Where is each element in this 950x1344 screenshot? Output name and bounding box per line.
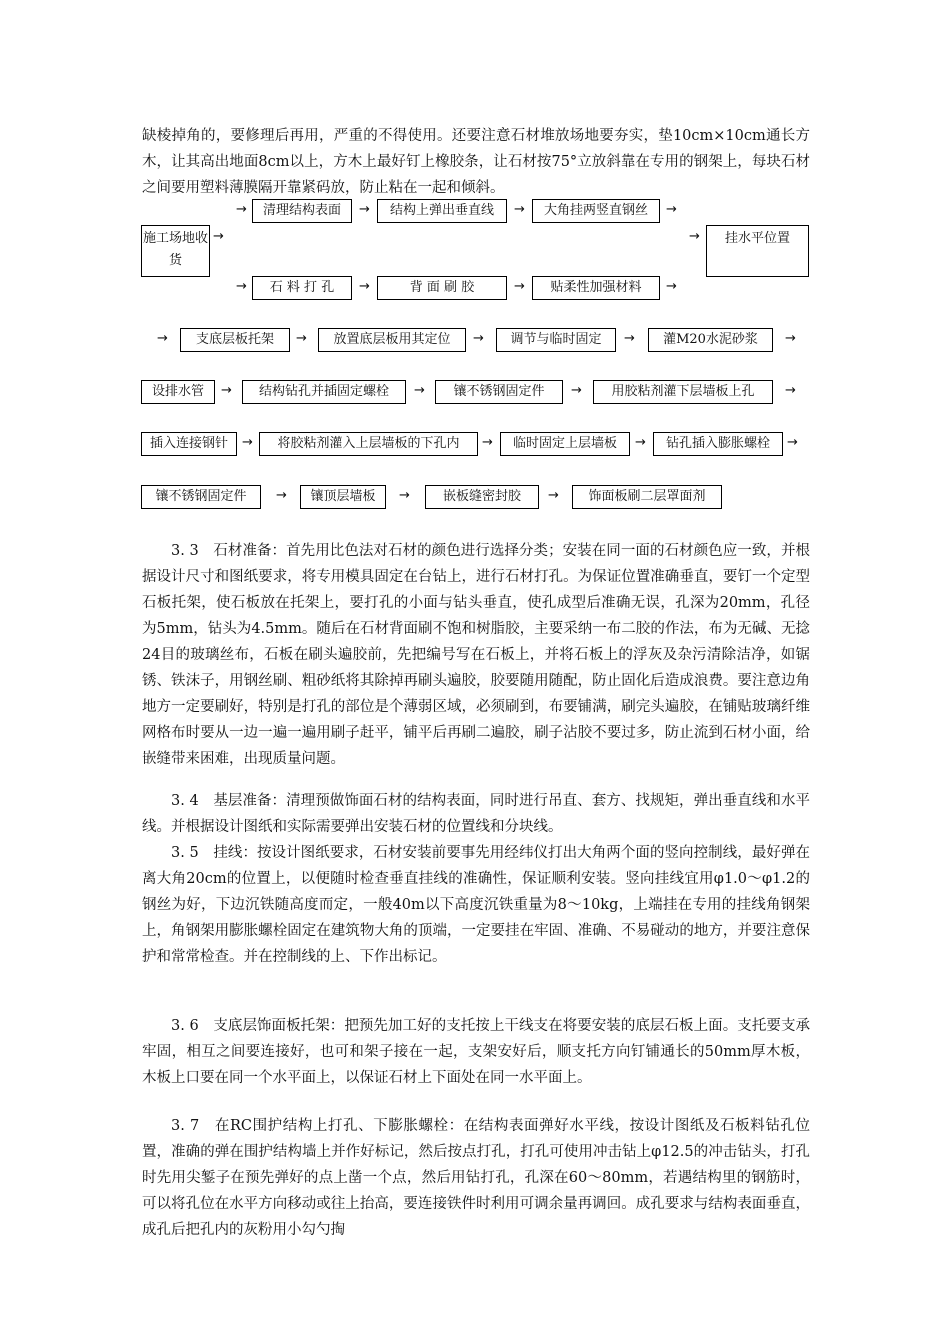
flow-arrow: → <box>236 202 247 217</box>
section-3-3: 3. 3 石材准备：首先用比色法对石材的颜色进行选择分类；安装在同一面的石材颜色应一致，并根据设计尺寸和图纸要求，将专用模具固定在台钻上，进行石材打孔。为保证位置准确垂直，要钉一个定型石板托架，使石板放在托架上，要打孔的小面与钻头垂直，使孔成型后准确无误，孔深为20mm，孔径为5mm，钻头为4.5mm。随后在石材背面刷不饱和树脂胶，主要采纳一布二胶的作法，布为无碱、无捻24目的玻璃丝布，石板在刷头遍胶前，先把编号写在石板上，并将石板上的浮灰及杂污清除洁净，如锯锈、铁沫子，用钢丝刷、粗砂纸将其除掉再刷头遍胶，胶要随用随配，防止固化后造成浪费。要注意边角地方一定要刷好，特别是打孔的部位是个薄弱区域，必须刷到，布要铺满，刷完头遍胶，在铺贴玻璃纤维网格布时要从一边一遍一遍用刷子赶平，铺平后再刷二遍胶，刷子沾胶不要过多，防止流到石材小面，给嵌缝带来困难，出现质量问题。 <box>142 543 810 767</box>
intro-paragraph: 缺棱掉角的，要修理后再用，严重的不得使用。还要注意石材堆放场地要夯实，垫10cm×10cm通长方木，让其高出地面8cm以上，方木上最好钉上橡胶条，让石材按75°立放斜靠在专用的钢架上，每块石材之间要用塑料薄膜隔开靠紧码放，防止粘在一起和倾斜。 <box>142 128 810 196</box>
flow-arrow: → <box>359 279 370 294</box>
flow-box-row5-4: 饰面板刷二层罩面剂 <box>572 485 722 509</box>
flow-box-upper-3: 大角挂两竖直钢丝 <box>532 199 660 223</box>
flow-box-row3-1: 设排水管 <box>141 380 215 404</box>
flow-end-box: 挂水平位置 <box>706 225 809 277</box>
flow-arrow: → <box>276 488 287 503</box>
flow-box-row2-2: 放置底层板用其定位 <box>318 328 466 352</box>
flow-arrow: → <box>296 331 307 346</box>
flow-box-row2-3: 调节与临时固定 <box>496 328 616 352</box>
flow-arrow: → <box>666 279 677 294</box>
flow-arrow: → <box>635 435 646 450</box>
flow-arrow: → <box>787 435 798 450</box>
flow-arrow: → <box>624 331 635 346</box>
flow-box-row4-1: 插入连接钢针 <box>141 432 237 456</box>
flow-box-row5-3: 嵌板缝密封胶 <box>425 485 539 509</box>
flow-box-row3-2: 结构钻孔并插固定螺栓 <box>242 380 406 404</box>
flow-arrow: → <box>548 488 559 503</box>
flow-box-row5-1: 镶不锈钢固定件 <box>141 485 261 509</box>
section-3-7: 3. 7 在RC围护结构上打孔、下膨胀螺栓：在结构表面弹好水平线，按设计图纸及石板料钻孔位置，准确的弹在围护结构墙上并作好标记，然后按点打孔，打孔可使用冲击钻上φ12.5的冲击钻头，打孔时先用尖錾子在预先弹好的点上凿一个点，然后用钻打孔，孔深在60～80mm，若遇结构里的钢筋时，可以将孔位在水平方向移动或往上抬高，要连接铁件时利用可调余量再调回。成孔要求与结构表面垂直，成孔后把孔内的灰粉用小勾勺掏 <box>142 1118 810 1238</box>
section-3-4: 3. 4 基层准备：清理预做饰面石材的结构表面，同时进行吊直、套方、找规矩，弹出垂直线和水平线。并根据设计图纸和实际需要弹出安装石材的位置线和分块线。 <box>142 793 810 835</box>
flow-arrow: → <box>236 279 247 294</box>
flow-arrow: → <box>157 331 168 346</box>
flow-box-row3-4: 用胶粘剂灌下层墙板上孔 <box>593 380 773 404</box>
flow-box-upper-1: 清理结构表面 <box>252 199 352 223</box>
flow-arrow: → <box>213 229 224 244</box>
flow-arrow: → <box>785 383 796 398</box>
flow-box-row2-4: 灌M20水泥砂浆 <box>648 328 773 352</box>
section-3-6: 3. 6 支底层饰面板托架：把预先加工好的支托按上干线支在将要安装的底层石板上面。支托要支承牢固，相互之间要连接好，也可和架子接在一起，支架安好后，顺支托方向钉铺通长的50mm厚木板，木板上口要在同一个水平面上，以保证石材上下面处在同一水平面上。 <box>142 1018 810 1086</box>
flow-arrow: → <box>399 488 410 503</box>
flow-box-lower-2: 背 面 刷 胶 <box>377 276 507 300</box>
flow-arrow: → <box>514 202 525 217</box>
flow-box-lower-1: 石 料 打 孔 <box>252 276 352 300</box>
flow-arrow: → <box>359 202 370 217</box>
flow-arrow: → <box>514 279 525 294</box>
flow-arrow: → <box>473 331 484 346</box>
flow-arrow: → <box>482 435 493 450</box>
flow-box-row4-3: 临时固定上层墙板 <box>500 432 630 456</box>
flow-start-label: 施工场地收货 <box>142 231 208 268</box>
flow-arrow: → <box>242 435 253 450</box>
flow-arrow: → <box>571 383 582 398</box>
flow-arrow: → <box>689 229 700 244</box>
flow-box-row3-3: 镶不锈钢固定件 <box>435 380 563 404</box>
flow-box-upper-2: 结构上弹出垂直线 <box>377 199 507 223</box>
section-3-5: 3. 5 挂线：按设计图纸要求，石材安装前要事先用经纬仪打出大角两个面的竖向控制线，最好弹在离大角20cm的位置上，以便随时检查垂直挂线的准确性，保证顺利安装。竖向挂线宜用φ1.0～φ1.2的钢丝为好，下边沉铁随高度而定，一般40m以下高度沉铁重量为8～10kg，上端挂在专用的挂线角钢架上，角钢架用膨胀螺栓固定在建筑物大角的顶端，一定要挂在牢固、准确、不易碰动的地方，并要注意保护和常常检查。并在控制线的上、下作出标记。 <box>142 845 810 965</box>
flow-arrow: → <box>221 383 232 398</box>
flow-box-lower-3: 贴柔性加强材料 <box>532 276 660 300</box>
flow-box-row5-2: 镶顶层墙板 <box>300 485 386 509</box>
flow-box-row2-1: 支底层板托架 <box>180 328 290 352</box>
flow-start-box <box>141 225 210 277</box>
flow-arrow: → <box>666 202 677 217</box>
flow-arrow: → <box>414 383 425 398</box>
flow-box-row4-2: 将胶粘剂灌入上层墙板的下孔内 <box>259 432 478 456</box>
flow-arrow: → <box>785 331 796 346</box>
flow-box-row4-4: 钻孔插入膨胀螺栓 <box>653 432 783 456</box>
